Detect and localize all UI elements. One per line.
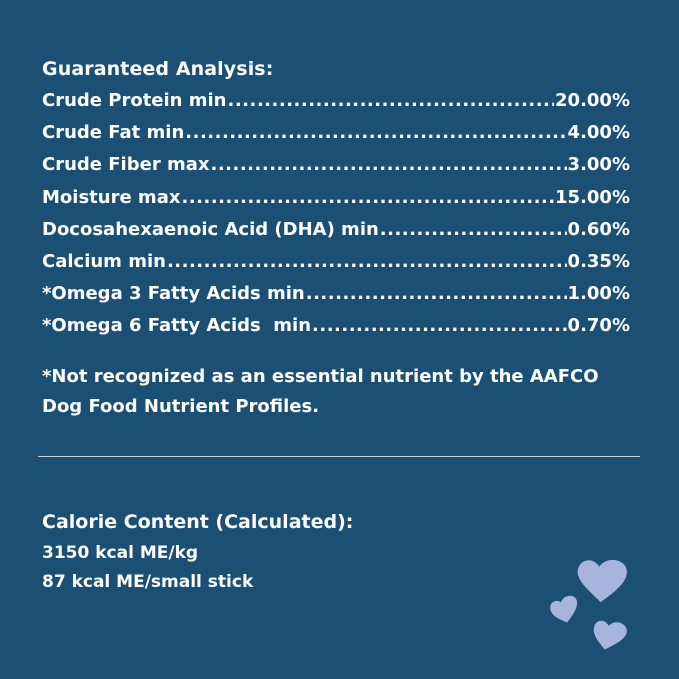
dot-leader (306, 278, 567, 310)
row-label: Moisture max (42, 186, 181, 208)
calorie-content (42, 508, 492, 597)
large-heart-icon (575, 556, 628, 604)
row-value: 15.00% (555, 186, 630, 208)
row-label: Crude Fiber max (42, 154, 210, 176)
guaranteed-analysis (42, 56, 630, 343)
dot-leader (181, 182, 554, 214)
dot-leader (312, 310, 567, 342)
dot-leader (380, 214, 567, 246)
dot-leader (185, 117, 566, 149)
row-label: Crude Fat min (42, 122, 185, 144)
analysis-row-calcium (42, 246, 630, 278)
row-label: Crude Protein min (42, 90, 227, 111)
row-label: *Omega 3 Fatty Acids min (42, 283, 305, 305)
row-value: 4.00% (567, 122, 630, 144)
dot-leader (167, 246, 567, 278)
row-value: 0.35% (567, 251, 630, 273)
row-label: *Omega 6 Fatty Acids min (42, 315, 312, 337)
calorie-per-kg: 3150 kcal ME/kg (42, 543, 199, 563)
row-value: 3.00% (567, 154, 630, 176)
analysis-row-crude-fat (42, 117, 630, 149)
hearts-icon (545, 550, 640, 660)
row-value: 0.70% (567, 315, 630, 337)
dot-leader (228, 85, 555, 117)
calorie-title: Calorie Content (Calculated): (42, 511, 354, 533)
section-divider (38, 456, 640, 457)
row-value: 1.00% (567, 283, 630, 305)
footnote-line: Dog Food Nutrient Profiles. (42, 396, 320, 417)
analysis-row-omega-3 (42, 278, 630, 310)
medium-heart-icon (590, 618, 628, 654)
row-label: Docosahexaenoic Acid (DHA) min (42, 218, 379, 240)
row-label: Calcium min (42, 251, 166, 273)
footnote-line: *Not recognized as an essential nutrient by the AAFCO (42, 366, 599, 387)
analysis-row-moisture (42, 182, 630, 214)
row-value: 0.60% (567, 218, 630, 240)
analysis-row-omega-6 (42, 310, 630, 342)
analysis-row-crude-protein (42, 85, 630, 117)
dot-leader (210, 149, 566, 181)
aafco-footnote (42, 362, 642, 422)
calorie-per-stick: 87 kcal ME/small stick (42, 572, 254, 592)
analysis-heading: Guaranteed Analysis: (42, 58, 274, 80)
analysis-row-crude-fiber (42, 149, 630, 181)
row-value: 20.00% (555, 90, 630, 111)
small-heart-icon (548, 594, 581, 626)
analysis-row-dha (42, 214, 630, 246)
